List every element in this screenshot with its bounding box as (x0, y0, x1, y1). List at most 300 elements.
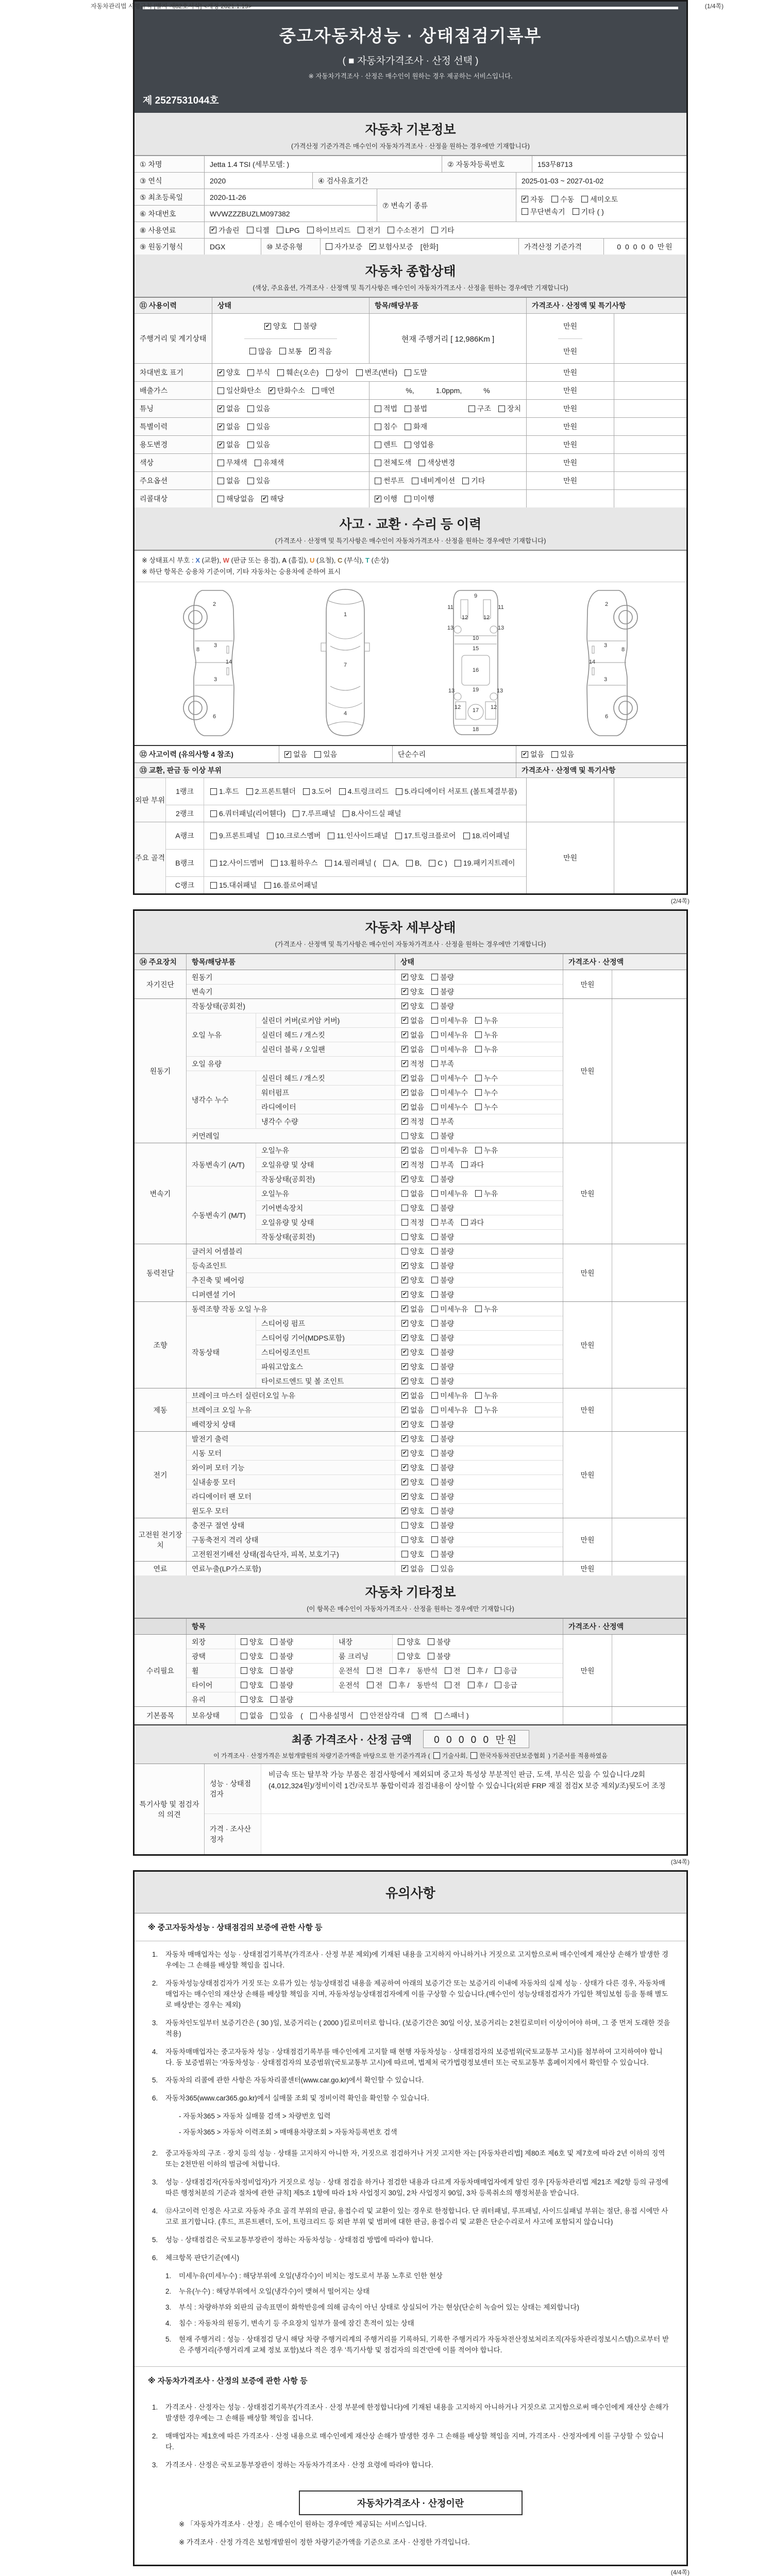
checkbox-option[interactable] (395, 831, 456, 841)
checkbox[interactable]: ✔ (218, 423, 224, 430)
checkbox-option[interactable] (431, 1116, 454, 1127)
checkbox-option[interactable] (401, 1261, 424, 1271)
checkbox[interactable]: ✔ (310, 348, 315, 354)
checkbox-option[interactable] (261, 494, 284, 504)
checkbox-option[interactable] (367, 1680, 383, 1690)
checkbox[interactable] (388, 227, 394, 233)
checkbox-option[interactable] (522, 749, 544, 759)
checkbox-option[interactable] (268, 385, 305, 396)
checkbox-option[interactable] (431, 1015, 468, 1026)
checkbox[interactable] (431, 1320, 438, 1327)
checkbox-option[interactable] (431, 1275, 454, 1285)
checkbox[interactable] (429, 860, 435, 867)
checkbox[interactable] (431, 1450, 438, 1456)
checkbox-option[interactable] (475, 1088, 498, 1098)
checkbox[interactable]: ✔ (402, 1435, 408, 1442)
checkbox[interactable]: ✔ (285, 751, 291, 757)
checkbox[interactable]: ✔ (402, 1320, 408, 1327)
checkbox-option[interactable] (401, 1030, 424, 1040)
checkbox[interactable] (217, 387, 224, 394)
checkbox-option[interactable] (284, 749, 307, 759)
checkbox[interactable] (468, 1682, 475, 1688)
checkbox[interactable] (431, 1248, 438, 1255)
checkbox[interactable]: ✔ (262, 495, 267, 502)
checkbox[interactable] (551, 196, 558, 202)
checkbox[interactable] (241, 1682, 247, 1688)
checkbox-option[interactable] (495, 1680, 517, 1690)
checkbox[interactable] (217, 460, 224, 466)
checkbox-option[interactable] (401, 1275, 424, 1285)
checkbox-option[interactable] (551, 194, 574, 205)
checkbox[interactable] (495, 1682, 501, 1688)
checkbox[interactable] (445, 1682, 451, 1688)
checkbox-option[interactable] (307, 225, 351, 235)
checkbox[interactable]: ✔ (218, 441, 224, 448)
checkbox-option[interactable] (433, 1751, 468, 1760)
checkbox[interactable] (581, 196, 588, 202)
checkbox[interactable] (431, 1060, 438, 1067)
checkbox[interactable]: ✔ (402, 1118, 408, 1125)
checkbox[interactable] (462, 478, 469, 484)
checkbox[interactable] (249, 348, 256, 354)
checkbox-option[interactable] (431, 1073, 468, 1083)
checkbox-option[interactable] (431, 1376, 454, 1386)
checkbox[interactable] (405, 423, 411, 430)
checkbox-option[interactable] (401, 1549, 424, 1560)
checkbox-option[interactable] (398, 1651, 421, 1662)
checkbox-option[interactable] (375, 494, 397, 504)
checkbox-option[interactable] (247, 403, 270, 414)
checkbox-option[interactable] (573, 207, 604, 217)
checkbox-option[interactable] (271, 858, 318, 868)
checkbox-option[interactable] (475, 1391, 498, 1401)
checkbox[interactable] (383, 860, 390, 867)
checkbox[interactable] (271, 1713, 277, 1719)
checkbox-option[interactable] (279, 346, 302, 357)
checkbox-option[interactable] (401, 1001, 424, 1011)
checkbox[interactable] (406, 860, 413, 867)
checkbox-option[interactable] (401, 1564, 424, 1574)
checkbox-option[interactable] (431, 1520, 454, 1531)
checkbox[interactable] (431, 988, 438, 995)
checkbox[interactable] (247, 227, 254, 233)
checkbox-option[interactable] (470, 1751, 545, 1760)
checkbox[interactable] (247, 369, 254, 376)
checkbox-option[interactable] (277, 367, 318, 378)
checkbox-option[interactable] (551, 749, 574, 759)
checkbox-option[interactable] (210, 786, 239, 796)
checkbox-option[interactable] (405, 403, 427, 414)
checkbox[interactable] (241, 1653, 247, 1659)
checkbox[interactable] (431, 1479, 438, 1485)
checkbox-option[interactable] (463, 831, 510, 841)
checkbox-option[interactable] (401, 1376, 424, 1386)
checkbox-option[interactable] (255, 457, 284, 468)
checkbox[interactable] (210, 788, 217, 795)
checkbox[interactable] (361, 1713, 367, 1719)
checkbox-option[interactable] (401, 1160, 424, 1170)
checkbox[interactable]: ✔ (402, 1003, 408, 1009)
checkbox[interactable] (431, 1205, 438, 1211)
checkbox-option[interactable] (431, 1477, 454, 1487)
checkbox-option[interactable] (312, 385, 335, 396)
checkbox-option[interactable] (390, 1680, 409, 1690)
checkbox-option[interactable] (249, 346, 272, 357)
checkbox[interactable] (293, 810, 299, 817)
checkbox-option[interactable] (475, 1044, 498, 1055)
checkbox[interactable]: ✔ (265, 323, 271, 329)
checkbox-option[interactable] (241, 1694, 263, 1705)
checkbox-option[interactable] (210, 225, 240, 235)
checkbox-option[interactable] (431, 1044, 468, 1055)
checkbox[interactable] (217, 478, 224, 484)
checkbox-option[interactable] (343, 808, 401, 819)
checkbox-option[interactable] (475, 1015, 498, 1026)
checkbox-option[interactable] (495, 1666, 517, 1676)
checkbox-option[interactable] (431, 972, 454, 982)
checkbox-option[interactable] (401, 1405, 424, 1415)
checkbox-option[interactable] (401, 1015, 424, 1026)
checkbox-option[interactable] (522, 194, 544, 205)
checkbox-option[interactable] (264, 321, 287, 331)
checkbox-option[interactable] (468, 1680, 488, 1690)
checkbox-option[interactable] (294, 321, 317, 331)
checkbox-option[interactable] (431, 1492, 454, 1502)
checkbox-option[interactable] (431, 1189, 468, 1199)
checkbox-option[interactable] (405, 421, 427, 432)
checkbox[interactable] (255, 460, 261, 466)
checkbox[interactable] (358, 227, 364, 233)
checkbox-option[interactable] (217, 494, 254, 504)
checkbox-option[interactable] (369, 242, 413, 252)
checkbox[interactable] (277, 369, 284, 376)
checkbox[interactable] (375, 442, 381, 448)
checkbox[interactable] (271, 1653, 277, 1659)
checkbox[interactable]: ✔ (402, 1479, 408, 1485)
checkbox-option[interactable] (246, 786, 296, 796)
checkbox-option[interactable] (431, 1564, 454, 1574)
checkbox-option[interactable] (361, 1710, 405, 1721)
checkbox[interactable] (277, 227, 283, 233)
checkbox-option[interactable] (431, 1362, 454, 1372)
checkbox-option[interactable] (431, 1059, 454, 1069)
checkbox-option[interactable] (431, 1145, 468, 1156)
checkbox-option[interactable] (217, 457, 247, 468)
checkbox-option[interactable] (405, 439, 434, 450)
checkbox[interactable]: ✔ (402, 1464, 408, 1471)
checkbox-option[interactable] (431, 1001, 454, 1011)
checkbox-option[interactable] (247, 421, 270, 432)
checkbox-option[interactable] (401, 1477, 424, 1487)
checkbox[interactable] (395, 833, 402, 839)
checkbox[interactable] (475, 1190, 482, 1197)
checkbox[interactable] (405, 369, 411, 376)
checkbox-option[interactable] (271, 1680, 293, 1690)
checkbox[interactable] (303, 788, 310, 795)
checkbox-option[interactable] (217, 367, 240, 378)
checkbox-option[interactable] (310, 1710, 354, 1721)
checkbox[interactable] (461, 1219, 468, 1226)
checkbox[interactable] (401, 1132, 408, 1139)
checkbox-option[interactable] (309, 346, 332, 357)
checkbox[interactable] (431, 1536, 438, 1543)
checkbox[interactable]: ✔ (402, 1089, 408, 1096)
checkbox-option[interactable] (217, 421, 240, 432)
checkbox-option[interactable] (241, 1637, 263, 1647)
checkbox-option[interactable] (217, 403, 240, 414)
checkbox[interactable] (431, 1031, 438, 1038)
checkbox-option[interactable] (367, 1666, 383, 1676)
checkbox[interactable] (475, 1147, 482, 1154)
checkbox[interactable]: ✔ (402, 1349, 408, 1355)
checkbox-option[interactable] (461, 1217, 484, 1228)
checkbox-option[interactable] (406, 859, 422, 867)
checkbox[interactable] (401, 1551, 408, 1557)
checkbox-option[interactable] (293, 808, 335, 819)
checkbox[interactable]: ✔ (402, 1262, 408, 1269)
checkbox-option[interactable] (247, 225, 270, 235)
checkbox[interactable] (475, 1306, 482, 1312)
checkbox-option[interactable] (217, 476, 240, 486)
checkbox[interactable] (412, 1713, 418, 1719)
checkbox[interactable] (267, 833, 274, 839)
checkbox-option[interactable] (468, 403, 491, 414)
checkbox-option[interactable] (431, 1304, 468, 1314)
checkbox[interactable] (310, 1713, 317, 1719)
checkbox-option[interactable] (401, 1391, 424, 1401)
checkbox[interactable] (431, 1507, 438, 1514)
checkbox-option[interactable] (401, 1088, 424, 1098)
checkbox[interactable] (241, 1667, 247, 1674)
checkbox[interactable] (401, 1205, 408, 1211)
checkbox-option[interactable] (431, 1102, 468, 1112)
checkbox-option[interactable] (241, 1710, 263, 1721)
checkbox-option[interactable] (271, 1710, 293, 1721)
checkbox[interactable]: ✔ (402, 1277, 408, 1283)
checkbox[interactable] (401, 1190, 408, 1197)
checkbox[interactable] (247, 405, 254, 412)
checkbox[interactable] (431, 974, 438, 980)
checkbox-option[interactable] (383, 859, 399, 867)
checkbox-option[interactable] (445, 1666, 461, 1676)
checkbox[interactable]: ✔ (210, 227, 216, 233)
checkbox[interactable] (339, 788, 346, 795)
checkbox[interactable] (475, 1406, 482, 1413)
checkbox-option[interactable] (401, 1203, 424, 1213)
checkbox[interactable] (401, 1219, 408, 1226)
checkbox-option[interactable] (401, 1333, 424, 1343)
checkbox[interactable] (431, 1421, 438, 1428)
checkbox-option[interactable] (431, 1333, 454, 1343)
checkbox-option[interactable] (401, 1232, 424, 1242)
checkbox-option[interactable] (401, 1073, 424, 1083)
checkbox[interactable] (401, 1248, 408, 1255)
checkbox[interactable] (431, 1075, 438, 1081)
checkbox[interactable] (246, 788, 253, 795)
checkbox[interactable] (412, 478, 418, 484)
checkbox-option[interactable] (431, 1290, 454, 1300)
checkbox[interactable] (475, 1089, 482, 1096)
checkbox[interactable] (431, 1306, 438, 1312)
checkbox-option[interactable] (418, 457, 455, 468)
checkbox[interactable] (271, 860, 278, 867)
checkbox[interactable] (307, 227, 314, 233)
checkbox-option[interactable] (401, 1131, 424, 1141)
checkbox-option[interactable] (339, 786, 389, 796)
checkbox[interactable] (367, 1682, 374, 1688)
checkbox-option[interactable] (271, 1637, 293, 1647)
checkbox[interactable] (210, 860, 217, 867)
checkbox[interactable] (401, 1233, 408, 1240)
checkbox-option[interactable] (401, 987, 424, 997)
checkbox[interactable] (431, 1378, 438, 1384)
checkbox[interactable] (375, 405, 381, 412)
checkbox[interactable] (475, 1046, 482, 1053)
checkbox-option[interactable] (401, 1448, 424, 1459)
checkbox-option[interactable] (210, 880, 257, 890)
checkbox-option[interactable] (401, 1434, 424, 1444)
checkbox[interactable] (431, 1017, 438, 1024)
checkbox-option[interactable] (375, 403, 397, 414)
checkbox-option[interactable] (475, 1145, 498, 1156)
checkbox[interactable] (405, 496, 411, 502)
checkbox[interactable]: ✔ (402, 1291, 408, 1298)
checkbox-option[interactable] (241, 1666, 263, 1676)
checkbox[interactable]: ✔ (218, 405, 224, 412)
checkbox-option[interactable] (475, 1102, 498, 1112)
checkbox[interactable]: ✔ (522, 196, 528, 202)
checkbox[interactable] (431, 1522, 438, 1529)
checkbox[interactable] (428, 1653, 434, 1659)
checkbox[interactable] (431, 227, 438, 233)
checkbox[interactable] (217, 496, 224, 502)
checkbox-option[interactable] (401, 1290, 424, 1300)
checkbox-option[interactable] (358, 225, 380, 235)
checkbox[interactable] (210, 810, 217, 817)
checkbox-option[interactable] (429, 859, 447, 867)
checkbox-option[interactable] (396, 786, 517, 796)
checkbox-option[interactable] (581, 194, 618, 205)
checkbox[interactable] (431, 1003, 438, 1009)
checkbox[interactable] (431, 1435, 438, 1442)
checkbox-option[interactable] (401, 1217, 424, 1228)
checkbox-option[interactable] (401, 1506, 424, 1516)
checkbox[interactable] (210, 833, 217, 839)
checkbox-option[interactable] (435, 1710, 469, 1721)
checkbox[interactable] (210, 882, 217, 889)
checkbox-option[interactable] (375, 457, 411, 468)
checkbox[interactable] (475, 1392, 482, 1399)
checkbox[interactable] (431, 1565, 438, 1572)
checkbox-option[interactable] (401, 1419, 424, 1430)
checkbox[interactable]: ✔ (402, 1060, 408, 1067)
checkbox-option[interactable] (445, 1680, 461, 1690)
checkbox[interactable]: ✔ (402, 974, 408, 980)
checkbox-option[interactable] (375, 421, 397, 432)
checkbox-option[interactable] (475, 1073, 498, 1083)
checkbox-option[interactable] (431, 1174, 454, 1184)
checkbox-option[interactable] (401, 1145, 424, 1156)
checkbox-option[interactable] (431, 1434, 454, 1444)
checkbox[interactable] (498, 405, 505, 412)
checkbox-option[interactable] (431, 1246, 454, 1257)
checkbox[interactable]: ✔ (402, 1363, 408, 1370)
checkbox-option[interactable] (431, 1535, 454, 1545)
checkbox-option[interactable] (326, 242, 362, 252)
checkbox[interactable]: ✔ (402, 988, 408, 995)
checkbox-option[interactable] (431, 1405, 468, 1415)
checkbox-option[interactable] (264, 880, 318, 890)
checkbox[interactable] (314, 751, 321, 758)
checkbox[interactable]: ✔ (402, 1507, 408, 1514)
checkbox-option[interactable] (375, 439, 397, 450)
checkbox[interactable] (279, 348, 286, 354)
checkbox-option[interactable] (431, 1549, 454, 1560)
checkbox-option[interactable] (431, 1419, 454, 1430)
checkbox-option[interactable] (405, 494, 434, 504)
checkbox[interactable] (475, 1104, 482, 1110)
checkbox[interactable] (522, 208, 528, 215)
checkbox-option[interactable] (326, 367, 349, 378)
checkbox-option[interactable] (401, 1174, 424, 1184)
checkbox-option[interactable] (241, 1651, 263, 1662)
checkbox[interactable] (375, 478, 381, 484)
checkbox[interactable]: ✔ (402, 1334, 408, 1341)
checkbox-option[interactable] (271, 1694, 293, 1705)
checkbox[interactable] (435, 1713, 442, 1719)
checkbox-option[interactable] (398, 1637, 421, 1647)
checkbox[interactable] (428, 1638, 434, 1645)
checkbox[interactable] (418, 460, 425, 466)
checkbox-option[interactable] (401, 1463, 424, 1473)
checkbox[interactable] (431, 1190, 438, 1197)
checkbox[interactable] (475, 1031, 482, 1038)
checkbox-option[interactable] (217, 385, 261, 396)
checkbox-option[interactable] (401, 972, 424, 982)
checkbox[interactable]: ✔ (371, 243, 376, 249)
checkbox[interactable] (573, 208, 579, 215)
checkbox[interactable]: ✔ (402, 1378, 408, 1384)
checkbox[interactable] (433, 1752, 440, 1759)
checkbox[interactable]: ✔ (402, 1450, 408, 1456)
checkbox[interactable] (431, 1291, 438, 1298)
checkbox[interactable]: ✔ (218, 369, 224, 376)
checkbox[interactable] (390, 1682, 396, 1688)
checkbox[interactable] (431, 1118, 438, 1125)
checkbox[interactable] (470, 1752, 477, 1759)
checkbox-option[interactable] (401, 1362, 424, 1372)
checkbox-option[interactable] (401, 1044, 424, 1055)
checkbox[interactable] (461, 1161, 468, 1168)
checkbox[interactable] (326, 243, 332, 250)
checkbox[interactable]: ✔ (402, 1176, 408, 1182)
checkbox[interactable] (468, 405, 475, 412)
checkbox[interactable] (326, 369, 333, 376)
checkbox-option[interactable] (401, 1535, 424, 1545)
checkbox[interactable] (431, 1147, 438, 1154)
checkbox[interactable] (455, 860, 461, 867)
checkbox-option[interactable] (210, 808, 285, 819)
checkbox-option[interactable] (431, 1463, 454, 1473)
checkbox[interactable]: ✔ (402, 1392, 408, 1399)
checkbox[interactable] (431, 1176, 438, 1182)
checkbox-option[interactable] (475, 1030, 498, 1040)
checkbox-option[interactable] (412, 476, 456, 486)
checkbox-option[interactable] (475, 1304, 498, 1314)
checkbox[interactable] (431, 1104, 438, 1110)
checkbox[interactable] (390, 1667, 396, 1674)
checkbox[interactable] (431, 1089, 438, 1096)
